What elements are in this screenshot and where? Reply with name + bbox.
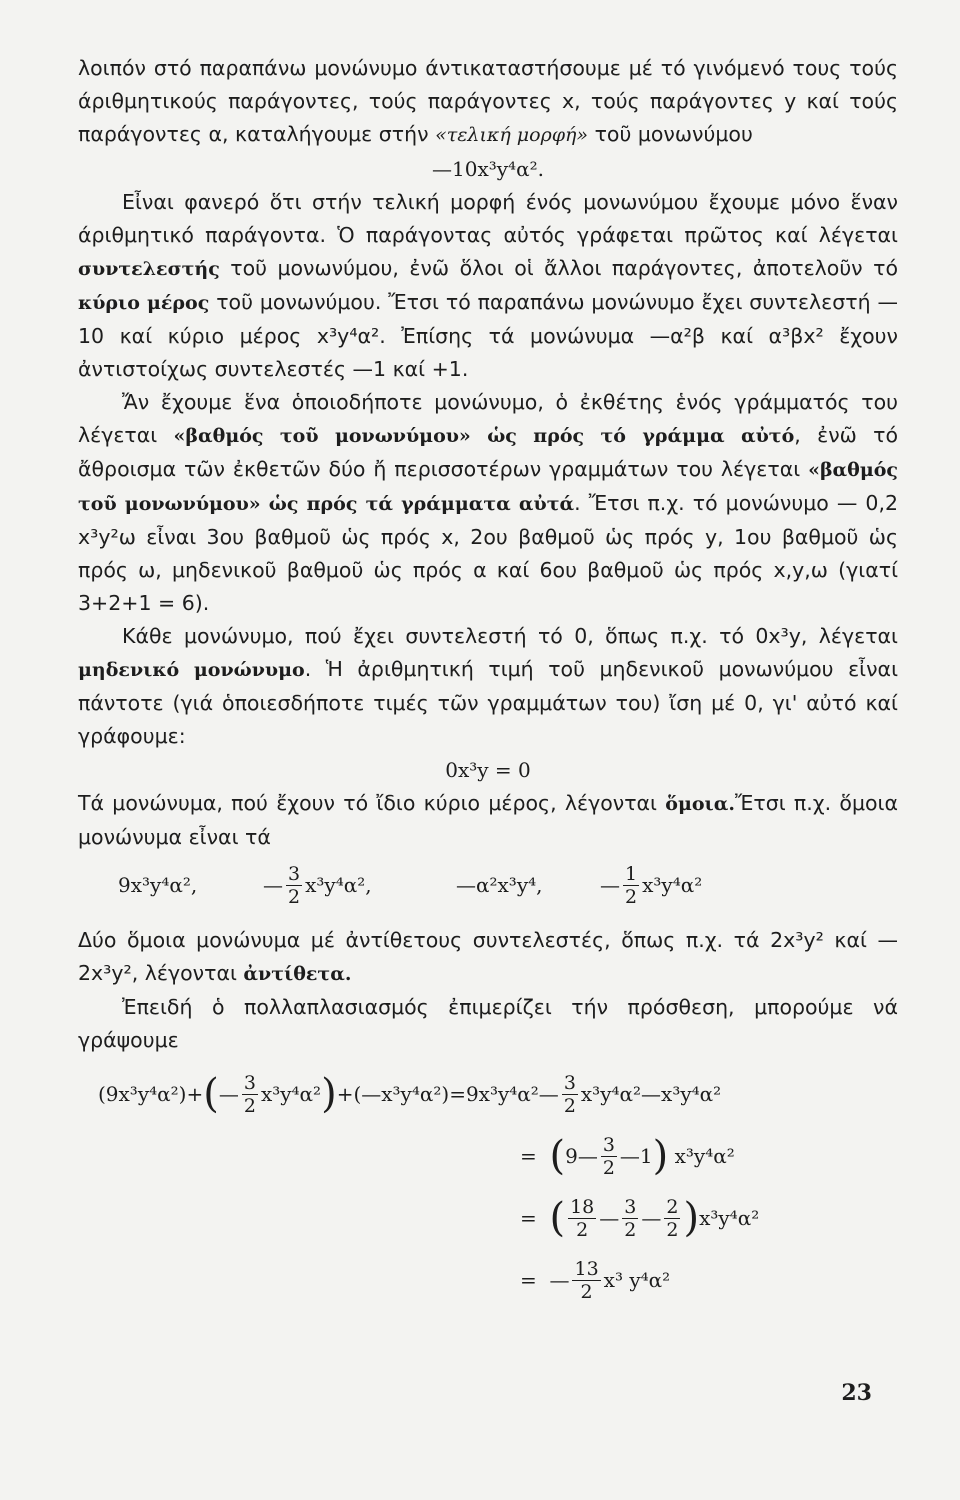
paragraph-1 (78, 52, 898, 152)
text: Εἶναι φανερό ὅτι στήν τελική μορφή ένός μονωνύμου ἔχουμε μόνο ἕναν άριθμητικό παράγοντα. Ὁ παράγοντας αὐτός γράφεται πρῶτος καί λέγεται (78, 190, 898, 247)
calc-line-1 (78, 1063, 898, 1125)
term: x³y⁴α² (674, 1144, 735, 1168)
fraction-2-2 (664, 1196, 680, 1241)
fraction-3-2 (286, 863, 302, 908)
paren-open: ( (203, 1071, 219, 1117)
term: +(—x³y⁴α²)=9x³y⁴α²— (336, 1082, 559, 1106)
term: x³y⁴α²—x³y⁴α² (580, 1082, 722, 1106)
denominator: 2 (624, 1218, 637, 1241)
calc-line-2 (78, 1125, 898, 1187)
minus-sign: — (218, 1082, 239, 1106)
equals-sign: = (520, 1144, 537, 1168)
fraction-3-2 (601, 1134, 617, 1179)
paren-close: ) (321, 1071, 337, 1117)
term-main-part: κύριο μέρος (78, 292, 210, 314)
fraction-18-2 (568, 1196, 596, 1241)
minus-sign: — (263, 873, 283, 897)
text: Κάθε μονώνυμο, πού ἔχει συντελεστή τό 0, ὅπως π.χ. τό 0x³y, λέγεται (122, 624, 898, 648)
equation-text: —10x³y⁴α². (432, 157, 544, 181)
denominator: 2 (288, 885, 301, 908)
minus-sign: — (549, 1268, 570, 1292)
calc-expression (520, 1187, 759, 1249)
equals-sign: = (520, 1206, 537, 1230)
calc-line-4 (78, 1249, 898, 1311)
text: Ἄν ἔχουμε ἕνα ὁποιοδήποτε μονώνυμο, ὁ ἐκθέτης ἑνός γράμματός του λέγεται (78, 390, 898, 447)
minus-sign: — (641, 1206, 662, 1230)
numerator: 3 (624, 1195, 637, 1218)
text: Τά μονώνυμα, πού ἔχουν τό ἴδιο κύριο μέρος, λέγονται (78, 791, 666, 815)
monomial-part: x³y⁴α² (642, 873, 703, 897)
numerator: 18 (570, 1195, 595, 1218)
paragraph-2 (78, 186, 898, 386)
term: 9— (565, 1144, 598, 1168)
term: x³ y⁴α² (603, 1268, 671, 1292)
paragraph-5 (78, 787, 898, 854)
fraction-13-2 (572, 1258, 600, 1303)
calc-expression (98, 1063, 721, 1125)
paren-open: ( (549, 1133, 566, 1179)
equation-monomial (78, 152, 898, 186)
monomial-1: 9x³y⁴α², (118, 873, 198, 897)
text: τοῦ μονωνύμου, ἐνῶ ὅλοι οἱ ἄλλοι παράγοντες, ἀποτελοῦν τό (219, 256, 898, 280)
denominator: 2 (625, 885, 638, 908)
numerator: 3 (602, 1133, 615, 1156)
term: x³y⁴α² (699, 1206, 760, 1230)
fraction-3-2 (562, 1072, 578, 1117)
term: (9x³y⁴α²)+ (98, 1082, 204, 1106)
monomial-3: —α²x³y⁴, (456, 873, 543, 897)
quote-term: «τελική μορφή» (435, 124, 589, 146)
text: . Ἔτσι π.χ. τό μονώνυμο — 0,2 x³y²ω εἶναι 3ου βαθμοῦ ὡς πρός x, 2ου βαθμοῦ ὡς πρός y, 1ου βαθμοῦ ὡς πρός ω, μηδενικοῦ βαθμοῦ ὡς πρός α καί 6ου βαθμοῦ ὡς πρός x,y,ω (γιατί 3+2+1 = 6). (78, 491, 898, 615)
numerator: 3 (243, 1071, 256, 1094)
term: x³y⁴α² (260, 1082, 322, 1106)
text: λοιπόν στό παραπάνω μονώνυμο άντικαταστήσουμε μέ τό γινόμενό τους τούς άριθμητικούς παράγοντες, τούς παράγοντες x, τούς παράγοντες y καί τούς παράγοντες α, καταλήγουμε στήν (78, 56, 898, 146)
denominator: 2 (602, 1156, 615, 1179)
numerator: 2 (666, 1195, 679, 1218)
term-similar: ὅμοια. (665, 793, 735, 815)
minus-sign: — (600, 873, 620, 897)
text: Ἐπειδή ὁ πολλαπλασιασμός ἐπιμερίζει τήν πρόσθεση, μπορούμε νά γράψουμε (78, 995, 898, 1052)
paren-close: ) (683, 1195, 700, 1241)
text: τοῦ μονωνύμου. Ἔτσι τό παραπάνω μονώνυμο ἔχει συντελεστή —10 καί κύριο μέρος x³y⁴α². Ἐπίσης τά μονώνυμα —α²β καί α³βx² ἔχουν ἀντιστοίχως συντελεστές —1 καί +1. (78, 290, 898, 381)
equation-text: 0x³y = 0 (445, 758, 531, 782)
paragraph-4 (78, 620, 898, 753)
paragraph-3 (78, 386, 898, 620)
minus-sign: — (599, 1206, 620, 1230)
text: Ἔτσι π.χ. ὅμοια μονώνυμα εἶναι τά (78, 791, 899, 849)
paren-open: ( (549, 1195, 566, 1241)
numerator: 3 (288, 862, 301, 885)
calc-expression (520, 1125, 735, 1187)
monomial-2 (263, 854, 372, 916)
numerator: 13 (574, 1257, 599, 1280)
term-degree-letters: «βαθμός τοῦ μονωνύμου» ὡς πρός τά γράμματα αὐτά (78, 459, 898, 515)
numerator: 3 (563, 1071, 576, 1094)
calc-line-3 (78, 1187, 898, 1249)
term-degree-letter: «βαθμός τοῦ μονωνύμου» ὡς πρός τό γράμμα αὐτό (173, 425, 795, 447)
page-body (78, 52, 898, 1311)
monomial-4 (600, 854, 702, 916)
fraction-3-2 (242, 1072, 258, 1117)
page-number: 23 (841, 1380, 872, 1406)
paren-close: ) (652, 1133, 669, 1179)
text: . Ἡ ἀριθμητική τιμή τοῦ μηδενικοῦ μονωνύμου εἶναι πάντοτε (γιά ὁποιεσδήποτε τιμές τῶν γραμμάτων του) ἴση μέ 0, γι' αὐτό καί γράφουμε: (78, 657, 899, 748)
term-zero-monomial: μηδενικό μονώνυμο (78, 659, 305, 681)
denominator: 2 (563, 1094, 576, 1117)
paragraph-6 (78, 924, 898, 991)
text: , ἐνῶ τό ἄθροισμα τῶν ἐκθετῶν δύο ἤ περισσοτέρων γραμμάτων του λέγεται (78, 423, 899, 481)
term-opposite: ἀντίθετα. (243, 963, 352, 985)
denominator: 2 (666, 1218, 679, 1241)
fraction-1-2 (623, 863, 639, 908)
equals-sign: = (520, 1268, 537, 1292)
paragraph-7 (78, 991, 898, 1057)
equation-zero (78, 753, 898, 787)
denominator: 2 (576, 1218, 589, 1241)
denominator: 2 (580, 1280, 593, 1303)
text: Δύο ὅμοια μονώνυμα μέ ἀντίθετους συντελεστές, ὅπως π.χ. τά 2x³y² καί —2x³y², λέγονται (78, 928, 898, 985)
term-coefficient: συντελεστής (78, 258, 220, 280)
term: —1 (619, 1144, 653, 1168)
calc-expression (520, 1249, 670, 1311)
denominator: 2 (243, 1094, 256, 1117)
similar-monomials-row (78, 854, 898, 924)
numerator: 1 (625, 862, 638, 885)
fraction-3-2 (622, 1196, 638, 1241)
monomial-part: x³y⁴α², (305, 873, 372, 897)
text: τοῦ μονωνύμου (588, 122, 753, 146)
